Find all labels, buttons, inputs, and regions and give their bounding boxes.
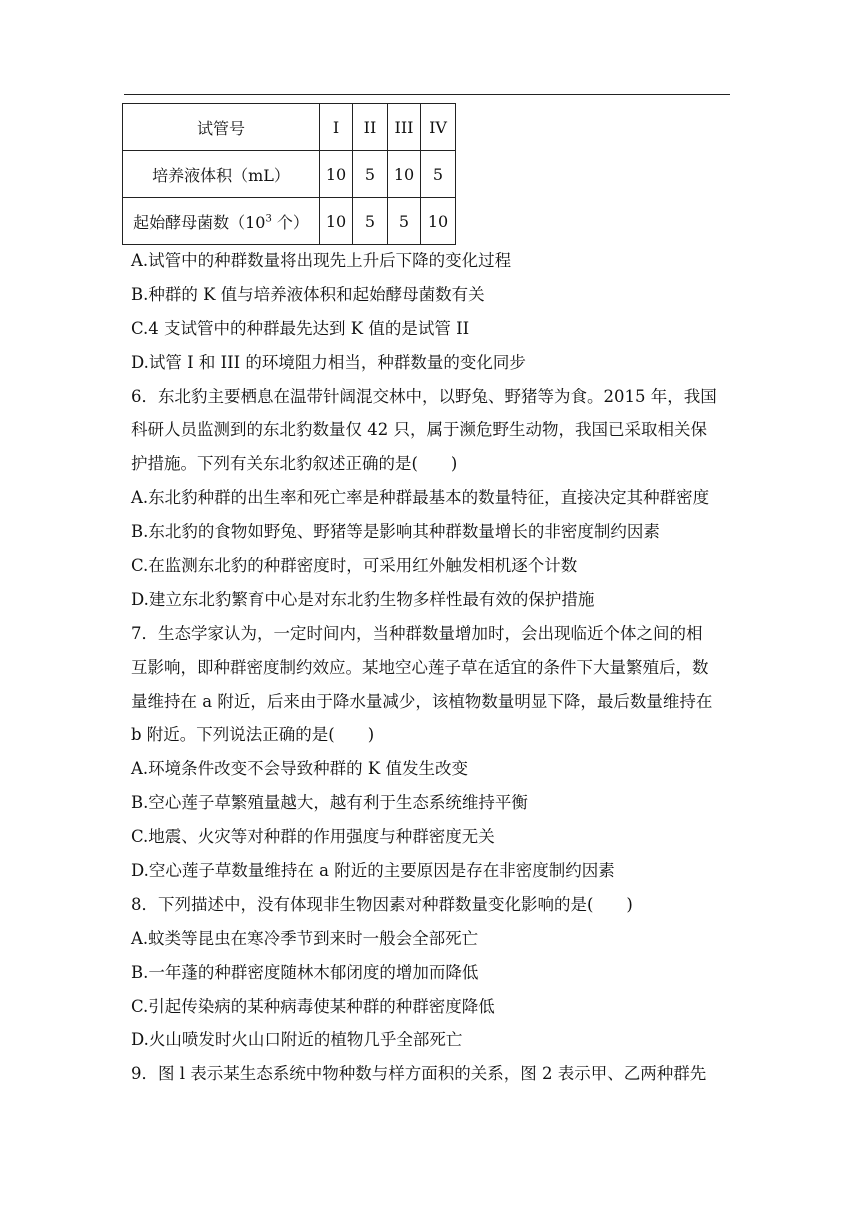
table-cell: I — [320, 104, 353, 151]
question-text — [131, 244, 741, 1091]
text-line: 7．生态学家认为，一定时间内，当种群数量增加时，会出现临近个体之间的相 — [131, 623, 703, 643]
table-cell: III — [388, 104, 421, 151]
text-line: C.引起传染病的某种病毒使某种群的种群密度降低 — [131, 996, 495, 1016]
table-cell: IV — [421, 104, 456, 151]
text-line: B.空心莲子草繁殖量越大，越有利于生态系统维持平衡 — [131, 793, 528, 813]
text-line: 科研人员监测到的东北豹数量仅 42 只，属于濒危野生动物，我国已采取相关保 — [131, 420, 707, 440]
exponent: 3 — [265, 213, 272, 225]
table-cell: 10 — [320, 151, 353, 198]
test-tube-table — [122, 103, 456, 245]
text-line: b 附近。下列说法正确的是( ) — [131, 725, 375, 745]
table-row — [123, 104, 456, 151]
text-line: 护措施。下列有关东北豹叙述正确的是( ) — [131, 454, 458, 474]
text-line: A.蚊类等昆虫在寒冷季节到来时一般会全部死亡 — [131, 928, 479, 948]
text-line: 量维持在 a 附近，后来由于降水量减少，该植物数量明显下降，最后数量维持在 — [131, 691, 713, 711]
row-header: 培养液体积（mL） — [123, 151, 320, 198]
table-cell: 10 — [388, 151, 421, 198]
row-header: 试管号 — [123, 104, 320, 151]
text-line: C.4 支试管中的种群最先达到 K 值的是试管 II — [131, 318, 470, 338]
table-cell: 5 — [388, 198, 421, 245]
table-cell: 5 — [353, 151, 388, 198]
text-line: C.在监测东北豹的种群密度时，可采用红外触发相机逐个计数 — [131, 556, 578, 576]
row-header — [123, 198, 320, 245]
header-rule — [124, 94, 730, 95]
text-line: B.种群的 K 值与培养液体积和起始酵母菌数有关 — [131, 284, 485, 304]
table-row — [123, 151, 456, 198]
row-header-pre: 起始酵母菌数（10 — [133, 212, 266, 232]
text-line: D.试管 I 和 III 的环境阻力相当，种群数量的变化同步 — [131, 352, 526, 372]
text-line: B.一年蓬的种群密度随林木郁闭度的增加而降低 — [131, 962, 479, 982]
row-header-post: 个） — [271, 212, 309, 232]
table-cell: 5 — [421, 151, 456, 198]
text-line: D.空心莲子草数量维持在 a 附近的主要原因是存在非密度制约因素 — [131, 861, 615, 881]
table-cell: II — [353, 104, 388, 151]
text-line: 互影响，即种群密度制约效应。某地空心莲子草在适宜的条件下大量繁殖后，数 — [131, 657, 709, 677]
text-line: D.火山喷发时火山口附近的植物几乎全部死亡 — [131, 1030, 463, 1050]
table-cell: 5 — [353, 198, 388, 245]
text-line: A.试管中的种群数量将出现先上升后下降的变化过程 — [131, 251, 512, 270]
text-line: 6．东北豹主要栖息在温带针阔混交林中，以野兔、野猪等为食。2015 年，我国 — [131, 386, 717, 406]
text-line: B.东北豹的食物如野兔、野猪等是影响其种群数量增长的非密度制约因素 — [131, 522, 660, 542]
text-line: A.东北豹种群的出生率和死亡率是种群最基本的数量特征，直接决定其种群密度 — [131, 488, 710, 508]
text-line: 9．图 l 表示某生态系统中物种数与样方面积的关系，图 2 表示甲、乙两种群先 — [131, 1064, 707, 1084]
table-row — [123, 198, 456, 245]
table-cell: 10 — [320, 198, 353, 245]
text-line: D.建立东北豹繁育中心是对东北豹生物多样性最有效的保护措施 — [131, 589, 595, 609]
text-line: A.环境条件改变不会导致种群的 K 值发生改变 — [131, 759, 468, 779]
table-cell: 10 — [421, 198, 456, 245]
text-line: C.地震、火灾等对种群的作用强度与种群密度无关 — [131, 827, 495, 847]
text-line: 8．下列描述中，没有体现非生物因素对种群数量变化影响的是( ) — [131, 894, 633, 914]
